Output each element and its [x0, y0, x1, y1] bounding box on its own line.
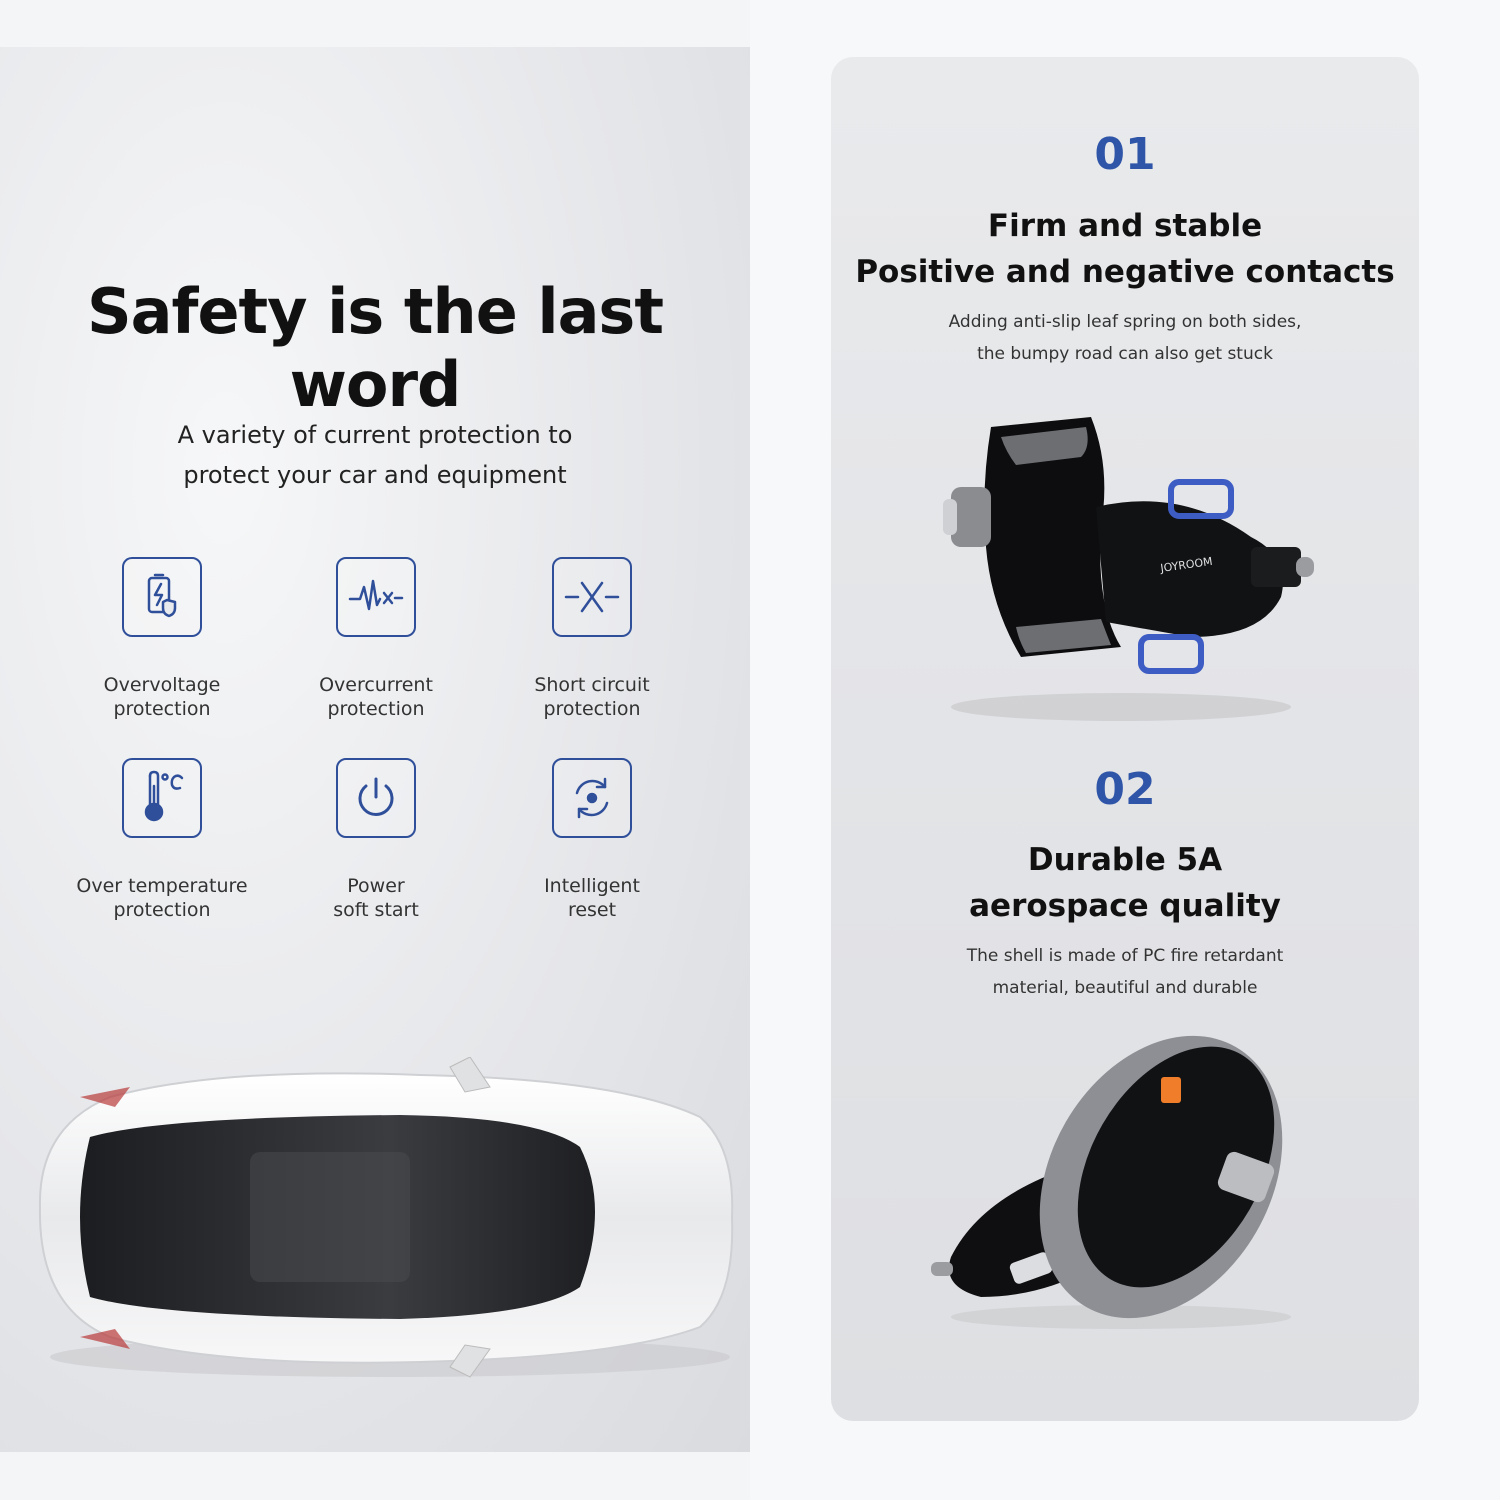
subline-line-1: A variety of current protection to [177, 421, 573, 449]
left-panel [0, 47, 750, 1452]
feature-overvoltage [42, 557, 282, 721]
feature-label-line1: Overvoltage [103, 674, 221, 696]
feature-card [831, 57, 1419, 1421]
section-desc-line1: The shell is made of PC fire retardant [966, 946, 1284, 966]
section-title-01 [831, 203, 1419, 295]
power-icon [336, 758, 416, 838]
section-title-line1: Durable 5A [1027, 842, 1223, 878]
feature-label-line2: protection [113, 899, 211, 921]
feature-label-line1: Intelligent [544, 875, 640, 897]
feature-intelligent-reset [472, 758, 712, 922]
subline-line-2: protect your car and equipment [183, 461, 567, 489]
section-title-line1: Firm and stable [987, 208, 1263, 244]
section-desc-line2: material, beautiful and durable [992, 978, 1258, 998]
car-charger-silver-image [921, 1017, 1321, 1337]
subline [0, 415, 750, 495]
battery-shield-icon [122, 557, 202, 637]
feature-power-soft-start [256, 758, 496, 922]
short-circuit-icon [552, 557, 632, 637]
section-desc-02 [831, 940, 1419, 1004]
section-title-02 [831, 837, 1419, 929]
section-desc-line2: the bumpy road can also get stuck [977, 344, 1273, 364]
section-title-line2: Positive and negative contacts [855, 254, 1395, 290]
feature-label-line2: soft start [333, 899, 419, 921]
waveform-icon [336, 557, 416, 637]
reset-icon [552, 758, 632, 838]
headline: Safety is the last word [87, 275, 663, 421]
section-title-line2: aerospace quality [969, 888, 1281, 924]
feature-label-line1: Short circuit [534, 674, 650, 696]
feature-over-temperature [42, 758, 282, 922]
section-desc-line1: Adding anti-slip leaf spring on both sides, [948, 312, 1302, 332]
brand-logo-text: JOYROOM [1159, 554, 1214, 575]
feature-short-circuit [472, 557, 712, 721]
section-number-01: 01 [1094, 129, 1156, 180]
feature-label-line1: Power [347, 875, 405, 897]
feature-label-line2: protection [327, 698, 425, 720]
feature-label-line2: protection [543, 698, 641, 720]
section-desc-01 [831, 306, 1419, 370]
car-charger-black-image [921, 407, 1321, 727]
feature-label-line2: reset [567, 899, 617, 921]
feature-overcurrent [256, 557, 496, 721]
feature-label-line2: protection [113, 698, 211, 720]
section-number-02: 02 [1094, 764, 1156, 815]
feature-label-line1: Overcurrent [319, 674, 433, 696]
car-top-view-illustration [20, 1057, 740, 1387]
thermometer-icon [122, 758, 202, 838]
feature-label-line1: Over temperature [76, 875, 248, 897]
